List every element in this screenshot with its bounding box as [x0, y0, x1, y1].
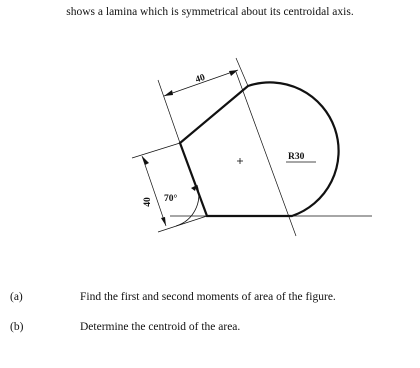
angle-label: 70°	[164, 194, 178, 204]
question-b-text: Determine the centroid of the area.	[80, 321, 241, 333]
question-b-label: (b)	[10, 321, 24, 333]
problem-intro-text: shows a lamina which is symmetrical about its centroidal axis.	[66, 6, 354, 18]
top-dimension	[158, 58, 248, 143]
question-a-text: Find the first and second moments of area of the figure.	[80, 291, 336, 303]
question-a-label: (a)	[10, 291, 23, 303]
left-dimension-label: 40	[143, 197, 153, 207]
centroid-cross-mark	[237, 158, 243, 164]
symmetry-axis-line	[236, 72, 296, 236]
radius-label: R30	[288, 152, 305, 162]
top-dimension-label: 40	[194, 72, 207, 86]
lamina-outline	[180, 82, 339, 216]
